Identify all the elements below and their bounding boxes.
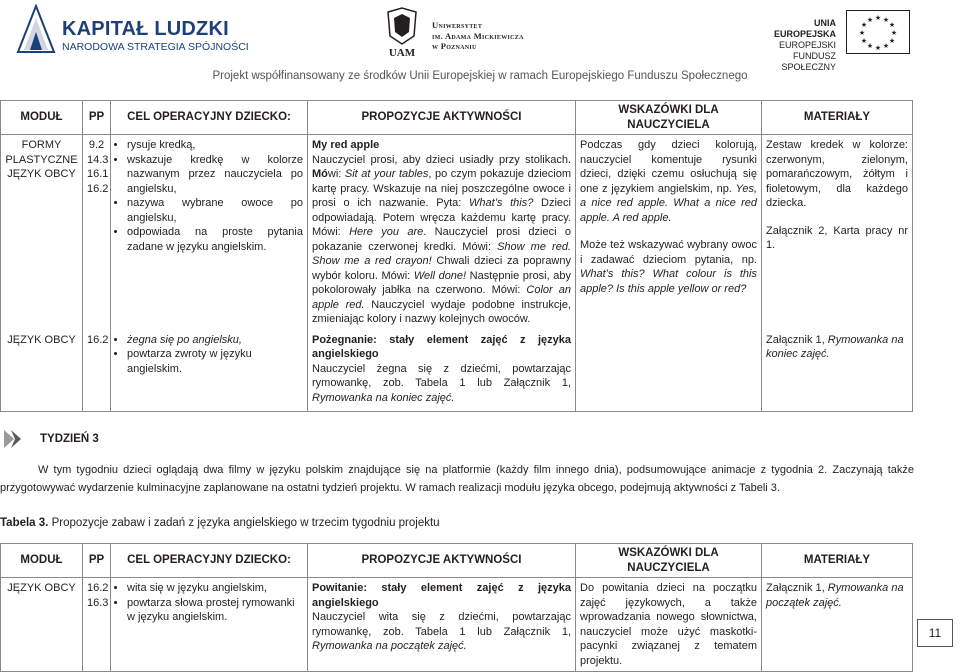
svg-text:★: ★	[890, 29, 898, 37]
materialy-cell	[762, 135, 913, 330]
pp-code: 16.2	[87, 182, 109, 195]
activity-text: Chwali dzieci za poprawny wybór koloru. Mówi:	[312, 255, 571, 282]
activity-text: Dzieci odpowiadają. Potem wręcza każdemu kartę pracy. Mówi:	[312, 197, 571, 238]
svg-text:★: ★	[882, 16, 890, 24]
section-title: TYDZIEŃ 3	[40, 433, 99, 445]
list-item: • żegna się po angielsku,	[127, 333, 303, 348]
activity-text: Następnie prosi, aby pokolorowały jabłka na czerwono. Mówi:	[312, 269, 571, 296]
material-text: Załącznik 1,	[766, 582, 828, 594]
tip-text: Może też wskazywać wybrany owoc i zadawać dzieciom pytania, np.	[580, 239, 757, 266]
table-row	[1, 330, 913, 412]
wskazowki-cell: Do powitania dzieci na początku zajęć językowych, a także wprowadzania nowego słownictwa, nauczyciel może użyć maskotki-pacynki związanej z tematem projektu.	[576, 578, 762, 672]
material-text: Zestaw kredek w kolorze: czerwonym, zielonym, pomarańczowym, żółtym i fioletowym, dla każdego dziecka.	[766, 139, 908, 209]
pp-code: 16.2	[87, 582, 109, 594]
table-caption	[0, 517, 440, 529]
activity-text: , po czym pokazuje dzieciom kartę pracy. Wskazuje na niej poszczególne owoce i prosi o ich nazwanie. Pyta:	[312, 168, 571, 209]
pp-code: 14.3	[87, 153, 109, 166]
svg-text:★: ★	[888, 21, 896, 29]
modul-cell: JĘZYK OBCY	[1, 578, 83, 672]
activity-phrase: Rymowanka na koniec zajęć.	[312, 391, 455, 404]
material-text: Załącznik 1,	[766, 333, 828, 346]
uam-line1: Uniwersytet	[432, 20, 483, 30]
activity-text: . Nauczyciel prosi dzieci o pokazanie czerwonej kredki. Mówi:	[312, 226, 571, 253]
activity-text: Nauczyciel prosi, aby dzieci usiadły przy stolikach.	[312, 153, 571, 166]
activity-phrase: Rymowanka na początek zajęć.	[312, 640, 467, 652]
cel-cell	[111, 135, 308, 330]
svg-text:★: ★	[860, 21, 868, 29]
svg-text:★: ★	[882, 42, 890, 50]
list-item: • powtarza słowa prostej rymowanki w języku angielskim.	[127, 596, 303, 625]
activity-phrase: What’s this?	[469, 197, 534, 209]
table-caption-text: Propozycje zabaw i zadań z języka angielskiego w trzecim tygodniu projektu	[48, 517, 440, 529]
activity-phrase: Well done!	[413, 269, 467, 282]
activity-text: wi:	[327, 168, 345, 180]
pp-code: 9.2	[88, 139, 105, 151]
material-text: Rymowanka na początek zajęć.	[766, 582, 904, 609]
list-item: • nazywa wybrane owoce po angielsku,	[127, 196, 303, 225]
eu-flag-icon	[846, 10, 910, 54]
col-modul: MODUŁ	[1, 544, 83, 578]
table-row	[1, 578, 913, 672]
cel-cell	[111, 330, 308, 412]
activity-text: Nauczyciel żegna się z dziećmi, powtarzając rymowankę, zob. Tabela 1 lub Załącznik 1,	[312, 362, 571, 389]
activity-phrase: Show me red. Show me a red crayon!	[312, 240, 571, 267]
pp-code: 16.1	[87, 168, 109, 180]
ue-label	[752, 18, 836, 73]
list-item: • powtarza zwroty w języku angielskim.	[127, 347, 303, 376]
svg-text:★: ★	[874, 14, 882, 22]
ue-line2: EUROPEJSKI	[778, 40, 836, 50]
activities-table-3	[0, 543, 913, 672]
list-item: • wskazuje kredkę w kolorze nazwanym przez nauczyciela po angielsku,	[127, 153, 303, 197]
uam-logo	[380, 6, 424, 58]
section-paragraph: W tym tygodniu dzieci oglądają dwa filmy w języku polskim znajdujące się na platformie (każdy film innego dnia), podsumowujące animacje z tygodnia 2. Zaczynają także przygotowywać wydarzenie kulminacyjne zaplanowane na ostatni tydzień projektu. W ramach realizacji modułu języka obcego, podejmują aktywności z Tabeli 3.	[0, 464, 914, 494]
svg-text:★: ★	[860, 37, 868, 45]
kapital-ludzki-title: KAPITAŁ LUDZKI	[62, 18, 229, 40]
activity-phrase: Color an apple red.	[312, 284, 571, 311]
tip-text: Podczas gdy dzieci kolorują, nauczyciel komentuje rysunki dzieci, dzięki czemu osłuchują się one z językiem angielskim, np.	[580, 139, 757, 195]
activity-text: Mó	[312, 168, 328, 180]
svg-text:★: ★	[874, 44, 882, 52]
activity-title: Pożegnanie: stały element zajęć z języka angielskiego	[312, 333, 571, 360]
modul-cell: FORMY PLASTYCZNE JĘZYK OBCY	[1, 135, 83, 330]
pp-code: 16.2	[87, 333, 109, 346]
pp-cell	[83, 135, 111, 330]
wskazowki-cell	[576, 330, 762, 412]
svg-text:★: ★	[888, 37, 896, 45]
activities-table-1	[0, 100, 913, 412]
uam-line2: im. Adama Mickiewicza	[432, 30, 524, 41]
list-item: • wita się w języku angielskim,	[127, 581, 303, 596]
col-cel: CEL OPERACYJNY DZIECKO:	[111, 101, 308, 135]
modul-cell: JĘZYK OBCY	[1, 330, 83, 412]
col-propozycje: PROPOZYCJE AKTYWNOŚCI	[308, 544, 576, 578]
uam-logo-text: UAM	[388, 47, 416, 58]
uam-line3: w Poznaniu	[432, 41, 477, 51]
table-row	[1, 135, 913, 330]
activity-phrase: Sit at your tables	[344, 168, 429, 180]
col-materialy: MATERIAŁY	[762, 101, 913, 135]
svg-text:★: ★	[866, 42, 874, 50]
tip-phrase: Yes, a nice red apple. What a nice red apple. A red apple.	[580, 182, 757, 224]
col-wskazowki: WSKAZÓWKI DLA NAUCZYCIELA	[576, 101, 762, 135]
material-text: Rymowanka na koniec zajęć.	[766, 333, 904, 360]
pp-cell	[83, 330, 111, 412]
propozycje-cell	[308, 135, 576, 330]
propozycje-cell	[308, 330, 576, 412]
ue-line3: FUNDUSZ SPOŁECZNY	[781, 51, 836, 72]
pp-cell	[83, 578, 111, 672]
col-pp: PP	[83, 101, 111, 135]
col-propozycje: PROPOZYCJE AKTYWNOŚCI	[308, 101, 576, 135]
col-cel: CEL OPERACYJNY DZIECKO:	[111, 544, 308, 578]
col-materialy: MATERIAŁY	[762, 544, 913, 578]
ue-line1: UNIA EUROPEJSKA	[773, 18, 836, 39]
svg-text:★: ★	[866, 16, 874, 24]
wskazowki-cell	[576, 135, 762, 330]
pp-code: 16.3	[87, 596, 109, 609]
activity-text: Nauczyciel wita się z dziećmi, powtarzając rymowankę, zob. Tabela 1 lub Załącznik 1,	[312, 611, 571, 638]
propozycje-cell	[308, 578, 576, 672]
materialy-cell	[762, 330, 913, 412]
material-text: Załącznik 2, Karta pracy nr 1.	[766, 224, 908, 251]
cel-cell	[111, 578, 308, 672]
activity-text: Nauczyciel wydaje podobne instrukcje, zmieniając kolory i nazwy kolejnych owoców.	[312, 298, 571, 325]
materialy-cell	[762, 578, 913, 672]
list-item: • odpowiada na proste pytania zadane w języku angielskim.	[127, 225, 303, 254]
kapital-ludzki-logo	[14, 4, 58, 56]
tip-phrase: What’s this? What colour is this apple? Is this apple yellow or red?	[580, 268, 757, 295]
col-wskazowki: WSKAZÓWKI DLA NAUCZYCIELA	[576, 544, 762, 578]
activity-title: Powitanie: stały element zajęć z języka angielskiego	[312, 582, 571, 609]
activity-phrase: Here you are	[349, 226, 424, 238]
kapital-ludzki-subtitle: NARODOWA STRATEGIA SPÓJNOŚCI	[62, 41, 249, 53]
svg-text:★: ★	[858, 29, 866, 37]
project-cofinancing-line: Projekt współfinansowany ze środków Unii Europejskiej w ramach Europejskiego Funduszu Społecznego	[212, 70, 748, 82]
list-item: • rysuje kredką,	[127, 138, 303, 153]
chevron-right-icon	[4, 430, 24, 448]
uam-name	[432, 20, 524, 52]
activity-title: My red apple	[312, 139, 380, 151]
table-caption-label: Tabela 3.	[0, 517, 49, 529]
page-number: 11	[917, 619, 953, 647]
col-pp: PP	[83, 544, 111, 578]
col-modul: MODUŁ	[1, 101, 83, 135]
